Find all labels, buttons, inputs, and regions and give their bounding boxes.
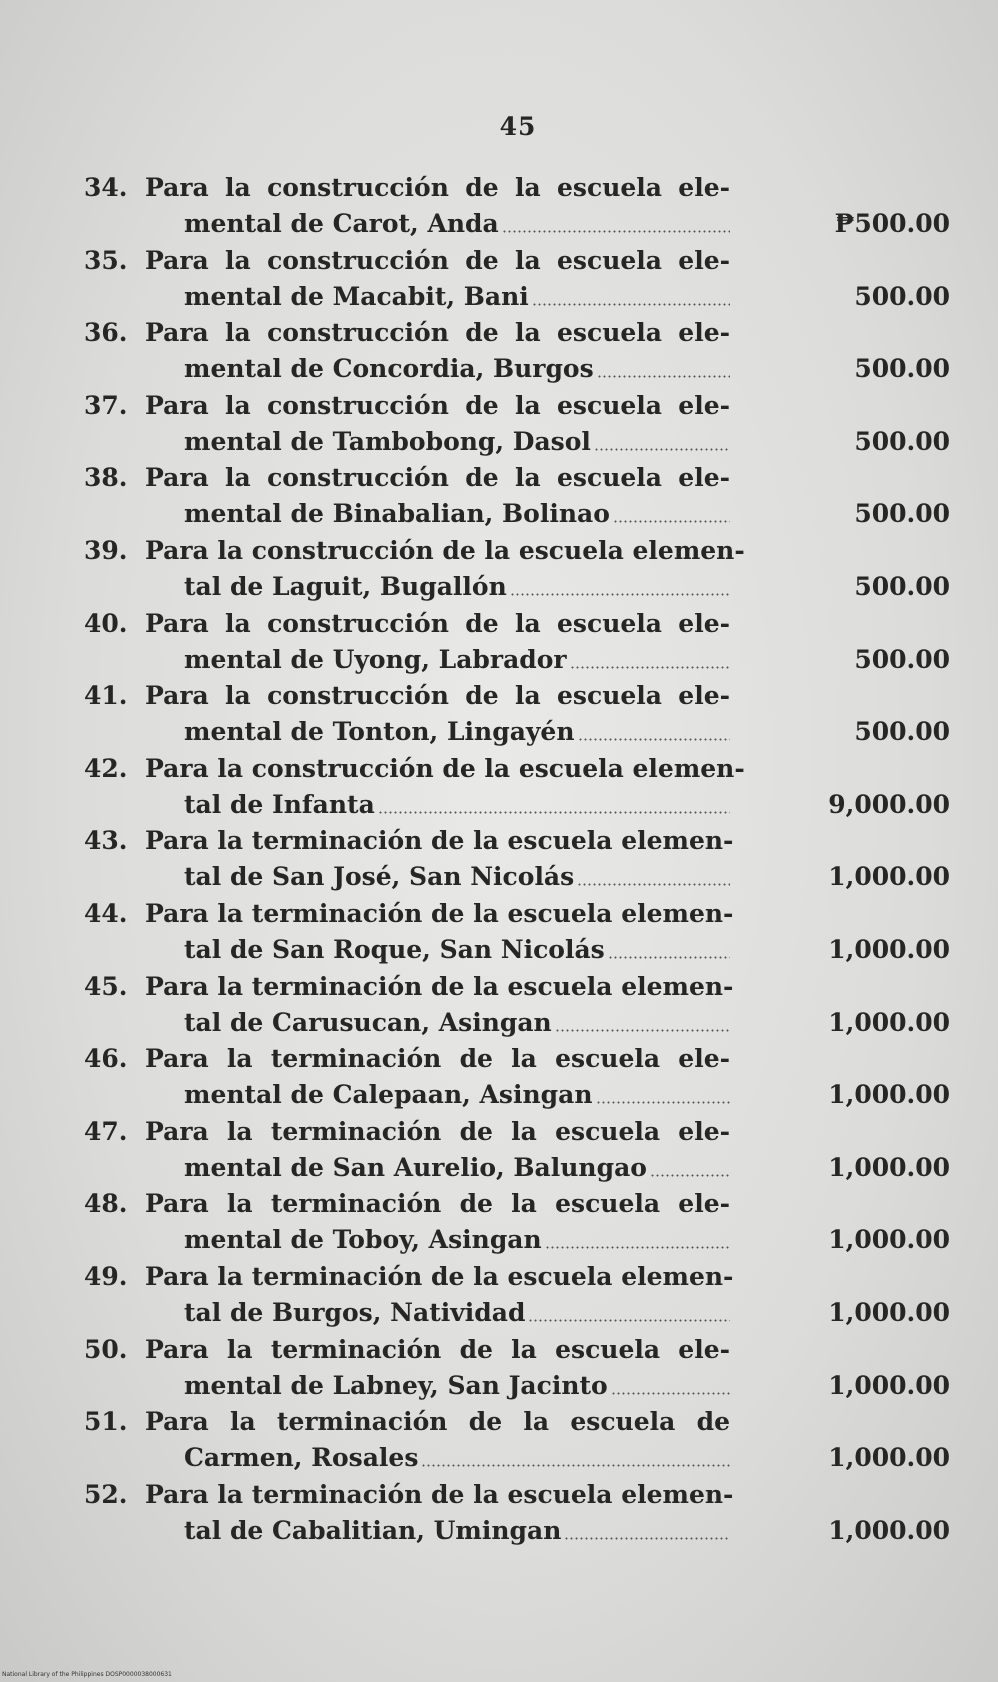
appropriation-entry	[0, 896, 998, 969]
entry-amount: 500.00	[854, 281, 950, 311]
entry-description-line2	[184, 1077, 730, 1113]
dot-leader	[510, 593, 730, 596]
entry-description-line1: Para la terminación de la escuela de	[145, 1407, 730, 1437]
appropriation-entry	[0, 460, 998, 533]
appropriation-entry	[0, 606, 998, 679]
entry-number: 40.	[84, 608, 128, 638]
entry-amount: 1,000.00	[828, 1225, 950, 1255]
dot-leader	[613, 520, 730, 523]
entry-number: 42.	[84, 753, 128, 783]
entry-number: 48.	[84, 1189, 128, 1219]
entry-place: tal de San José, San Nicolás	[184, 862, 575, 892]
appropriation-entry	[0, 1332, 998, 1405]
entry-place: tal de Burgos, Natividad	[184, 1297, 526, 1327]
entry-amount: 1,000.00	[828, 1007, 950, 1037]
entry-description-line1: Para la construcción de la escuela ele-	[145, 173, 730, 202]
entry-description-line2	[184, 714, 730, 750]
entry-number: 39.	[84, 535, 128, 565]
dot-leader	[596, 1101, 730, 1104]
entry-description-line2	[184, 351, 730, 387]
entry-description-line1: Para la construcción de la escuela elemen-	[145, 753, 745, 783]
entry-number: 46.	[84, 1044, 128, 1074]
dot-leader	[532, 303, 730, 306]
entry-number: 37.	[84, 390, 128, 420]
entry-place: mental de Binabalian, Bolinao	[184, 499, 610, 529]
entry-description-line1: Para la terminación de la escuela ele-	[145, 1044, 730, 1074]
entry-amount: 1,000.00	[828, 1370, 950, 1400]
entry-description-line1: Para la terminación de la escuela elemen-	[145, 1479, 734, 1509]
entry-place: mental de Calepaan, Asingan	[184, 1080, 593, 1110]
entry-number: 45.	[84, 971, 128, 1001]
entry-description-line2	[184, 279, 730, 315]
entry-place: tal de San Roque, San Nicolás	[184, 934, 605, 964]
entry-amount: 500.00	[854, 571, 950, 601]
dot-leader	[570, 666, 730, 669]
appropriations-list	[0, 170, 998, 1549]
entry-amount: 1,000.00	[828, 1443, 950, 1473]
dot-leader	[502, 230, 730, 233]
dot-leader	[611, 1392, 730, 1395]
dot-leader	[597, 375, 730, 378]
entry-place: mental de Macabit, Bani	[184, 281, 529, 311]
dot-leader	[594, 448, 730, 451]
entry-amount: 500.00	[854, 644, 950, 674]
entry-description-line1: Para la terminación de la escuela elemen-	[145, 898, 734, 928]
appropriation-entry	[0, 315, 998, 388]
entry-description-line2	[184, 569, 730, 605]
entry-amount: 500.00	[854, 426, 950, 456]
entry-number: 49.	[84, 1261, 128, 1291]
entry-description-line1: Para la construcción de la escuela ele-	[145, 245, 730, 275]
entry-number: 43.	[84, 826, 128, 856]
entry-number: 35.	[84, 245, 128, 275]
entry-description-line2	[184, 1222, 730, 1258]
dot-leader	[528, 1319, 730, 1322]
entry-description-line2	[184, 1295, 730, 1331]
entry-place: mental de Concordia, Burgos	[184, 354, 594, 384]
entry-place: mental de Tonton, Lingayén	[184, 717, 575, 747]
entry-number: 44.	[84, 898, 128, 928]
dot-leader	[650, 1174, 730, 1177]
entry-place: mental de Carot, Anda	[184, 209, 499, 238]
entry-place: mental de Toboy, Asingan	[184, 1225, 542, 1255]
entry-description-line1: Para la terminación de la escuela elemen-	[145, 1261, 734, 1291]
entry-description-line2	[184, 424, 730, 460]
entry-description-line2	[184, 859, 730, 895]
appropriation-entry	[0, 1186, 998, 1259]
entry-description-line2	[184, 206, 730, 242]
entry-description-line2	[184, 496, 730, 532]
entry-description-line1: Para la terminación de la escuela elemen-	[145, 826, 734, 856]
entry-place: tal de Infanta	[184, 789, 375, 819]
dot-leader	[378, 811, 730, 814]
entry-amount: 9,000.00	[828, 789, 950, 819]
entry-description-line1: Para la terminación de la escuela ele-	[145, 1116, 730, 1146]
archive-footer: National Library of the Philippines DOSP0000038000631	[2, 1671, 172, 1678]
dot-leader	[564, 1537, 730, 1540]
appropriation-entry	[0, 1114, 998, 1187]
appropriation-entry	[0, 1041, 998, 1114]
appropriation-entry	[0, 1477, 998, 1550]
entry-amount: 1,000.00	[828, 1515, 950, 1545]
entry-description-line1: Para la terminación de la escuela elemen-	[145, 971, 734, 1001]
appropriation-entry	[0, 388, 998, 461]
entry-place: mental de Labney, San Jacinto	[184, 1370, 608, 1400]
entry-description-line1: Para la construcción de la escuela ele-	[145, 318, 730, 348]
entry-place: mental de San Aurelio, Balungao	[184, 1152, 647, 1182]
entry-number: 38.	[84, 463, 128, 493]
entry-description-line1: Para la construcción de la escuela ele-	[145, 463, 730, 493]
appropriation-entry	[0, 823, 998, 896]
entry-description-line1: Para la terminación de la escuela ele-	[145, 1334, 730, 1364]
entry-amount: 1,000.00	[828, 1152, 950, 1182]
entry-description-line1: Para la construcción de la escuela ele-	[145, 608, 730, 638]
entry-place: mental de Uyong, Labrador	[184, 644, 567, 674]
entry-number: 50.	[84, 1334, 128, 1364]
entry-description-line2	[184, 1513, 730, 1549]
entry-number: 47.	[84, 1116, 128, 1146]
entry-place: mental de Tambobong, Dasol	[184, 426, 591, 456]
entry-description-line1: Para la terminación de la escuela ele-	[145, 1189, 730, 1219]
entry-place: tal de Carusucan, Asingan	[184, 1007, 552, 1037]
entry-place: tal de Laguit, Bugallón	[184, 571, 507, 601]
entry-description-line2	[184, 1150, 730, 1186]
dot-leader	[578, 738, 730, 741]
entry-number: 51.	[84, 1407, 128, 1437]
appropriation-entry	[0, 678, 998, 751]
dot-leader	[545, 1246, 730, 1249]
entry-amount: 1,000.00	[828, 934, 950, 964]
appropriation-entry	[0, 170, 998, 243]
entry-place: Carmen, Rosales	[184, 1443, 419, 1473]
dot-leader	[608, 956, 730, 959]
entry-place: tal de Cabalitian, Umingan	[184, 1515, 562, 1545]
appropriation-entry	[0, 1404, 998, 1477]
entry-amount: 500.00	[854, 499, 950, 529]
appropriation-entry	[0, 533, 998, 606]
entry-amount: 500.00	[854, 717, 950, 747]
dot-leader	[577, 883, 730, 886]
entry-description-line2	[184, 787, 730, 823]
entry-description-line2	[184, 1440, 730, 1476]
entry-description-line1: Para la construcción de la escuela ele-	[145, 681, 730, 711]
entry-description-line2	[184, 1368, 730, 1404]
entry-number: 34.	[84, 173, 128, 202]
page-number: 45	[499, 112, 537, 141]
entry-amount: 1,000.00	[828, 1080, 950, 1110]
entry-amount: 500.00	[854, 354, 950, 384]
entry-amount: 1,000.00	[828, 862, 950, 892]
entry-description-line2	[184, 1005, 730, 1041]
entry-description-line2	[184, 642, 730, 678]
appropriation-entry	[0, 1259, 998, 1332]
dot-leader	[555, 1029, 730, 1032]
appropriation-entry	[0, 751, 998, 824]
entry-amount: 1,000.00	[828, 1297, 950, 1327]
appropriation-entry	[0, 243, 998, 316]
dot-leader	[421, 1464, 730, 1467]
entry-description-line1: Para la construcción de la escuela elemen-	[145, 535, 745, 565]
entry-number: 52.	[84, 1479, 128, 1509]
entry-description-line2	[184, 932, 730, 968]
appropriation-entry	[0, 969, 998, 1042]
entry-number: 36.	[84, 318, 128, 348]
entry-number: 41.	[84, 681, 128, 711]
entry-amount: ₱500.00	[834, 209, 950, 238]
entry-description-line1: Para la construcción de la escuela ele-	[145, 390, 730, 420]
